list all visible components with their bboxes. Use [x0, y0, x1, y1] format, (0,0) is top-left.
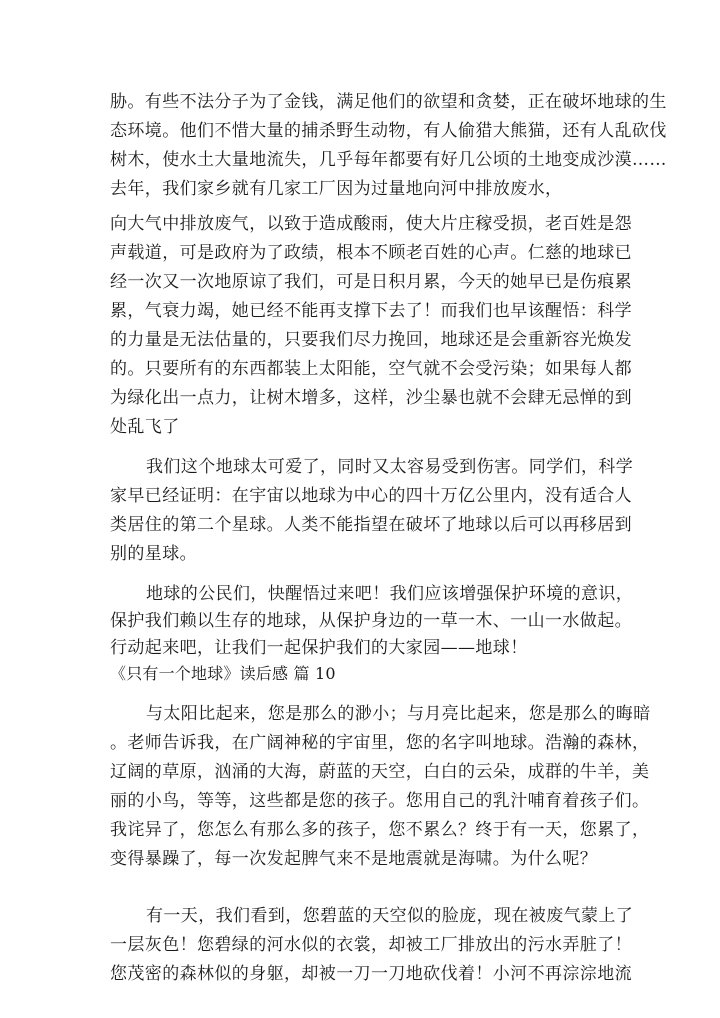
section-title: 《只有一个地球》读后感 篇 10 — [110, 664, 336, 683]
text-line: 树木，使水土大量地流失，几乎每年都要有好几公顷的土地变成沙漠…… — [110, 150, 667, 170]
text-line: 的力量是无法估量的，只要我们尽力挽回，地球还是会重新容光焕发 — [110, 330, 632, 350]
text-line: 经一次又一次地原谅了我们，可是日积月累，今天的她早已是伤痕累 — [110, 272, 632, 292]
text-line: 您茂密的森林似的身躯，却被一刀一刀地砍伐着！小河不再淙淙地流 — [110, 964, 632, 984]
text-line: 处乱飞了 — [110, 417, 180, 437]
text-line: 一层灰色！您碧绿的河水似的衣裳，却被工厂排放出的污水弄脏了！ — [110, 935, 632, 955]
text-line: 累，气衰力竭，她已经不能再支撑下去了！而我们也早该醒悟：科学 — [110, 301, 632, 321]
text-line: 我诧异了，您怎么有那么多的孩子，您不累么？终于有一天，您累了， — [110, 820, 650, 840]
text-line: 态环境。他们不惜大量的捕杀野生动物，有人偷猎大熊猫，还有人乱砍伐 — [110, 121, 667, 141]
text-line: 家早已经证明：在宇宙以地球为中心的四十万亿公里内，没有适合人 — [110, 486, 632, 506]
text-line: 保护我们赖以生存的地球，从保护身边的一草一木、一山一水做起。 — [110, 611, 632, 631]
text-line: 的。只要所有的东西都装上太阳能，空气就不会受污染；如果每人都 — [110, 359, 632, 379]
text-line: 变得暴躁了，每一次发起脾气来不是地震就是海啸。为什么呢？ — [110, 849, 598, 869]
text-line: 声载道，可是政府为了政绩，根本不顾老百姓的心声。仁慈的地球已 — [110, 243, 632, 263]
text-line: 与太阳比起来，您是那么的渺小；与月亮比起来，您是那么的晦暗 — [146, 704, 651, 724]
text-line: 行动起来吧，让我们一起保护我们的大家园——地球！ — [110, 638, 528, 658]
text-line: 向大气中排放废气，以致于造成酸雨，使大片庄稼受损，老百姓是怨 — [110, 214, 632, 234]
text-line: 地球的公民们，快醒悟过来吧！我们应该增强保护环境的意识， — [146, 584, 634, 604]
text-line: 别的星球。 — [110, 544, 197, 564]
text-line: 去年，我们家乡就有几家工厂因为过量地向河中排放废水， — [110, 179, 563, 199]
text-line: 我们这个地球太可爱了，同时又太容易受到伤害。同学们，科学 — [146, 457, 634, 477]
text-line: 。老师告诉我，在广阔神秘的宇宙里，您的名字叫地球。浩瀚的森林， — [110, 733, 650, 753]
text-line: 为绿化出一点力，让树木增多，这样，沙尘暴也就不会肆无忌惮的到 — [110, 388, 632, 408]
text-line: 丽的小鸟，等等，这些都是您的孩子。您用自己的乳汁哺育着孩子们。 — [110, 791, 650, 811]
text-line: 有一天，我们看到，您碧蓝的天空似的脸庞，现在被废气蒙上了 — [146, 906, 634, 926]
text-line: 辽阔的草原，汹涌的大海，蔚蓝的天空，白白的云朵，成群的牛羊，美 — [110, 762, 650, 782]
text-line: 类居住的第二个星球。人类不能指望在破坏了地球以后可以再移居到 — [110, 515, 632, 535]
text-line: 胁。有些不法分子为了金钱，满足他们的欲望和贪婪，正在破坏地球的生 — [110, 92, 667, 112]
